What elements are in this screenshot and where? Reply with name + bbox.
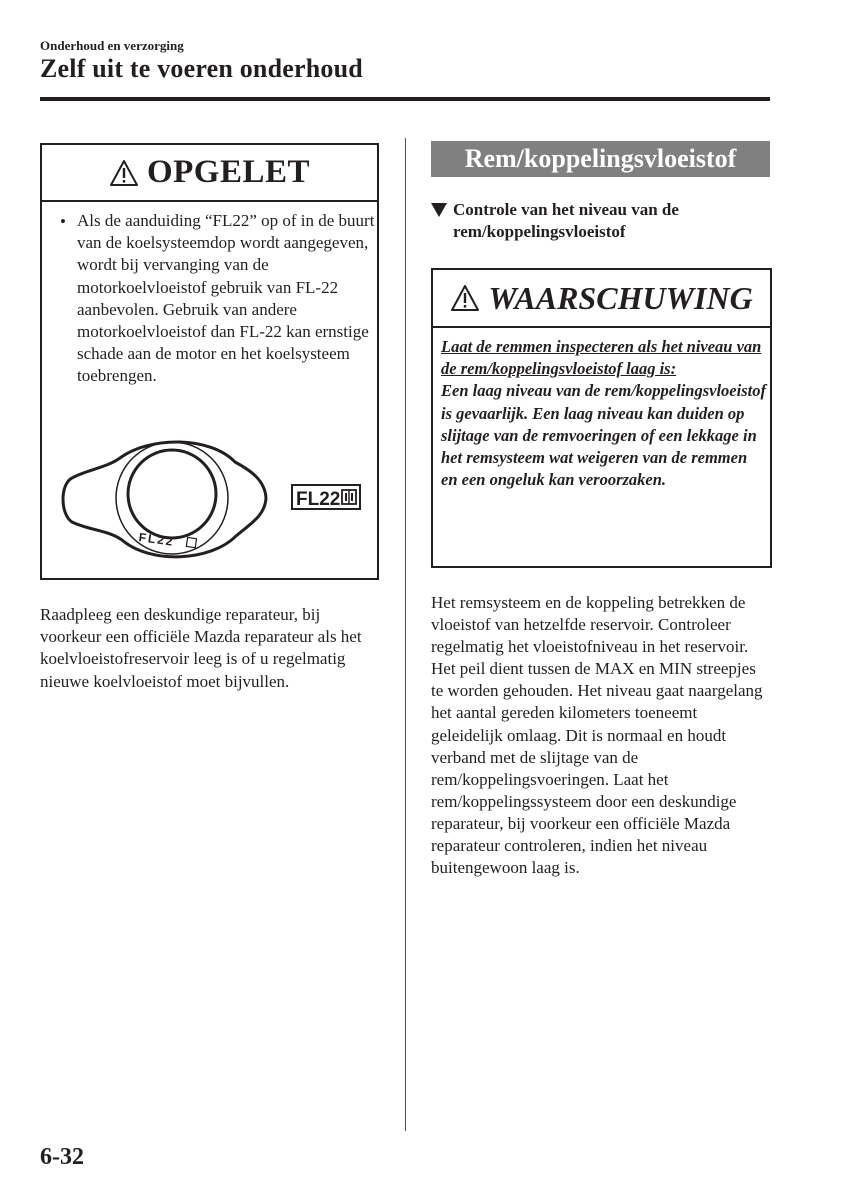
caution-box [40, 143, 379, 580]
radiator-cap-illustration [60, 440, 370, 565]
warning-intro: Laat de remmen inspecteren als het niveau van de rem/koppelingsvloeistof laag is: [441, 337, 762, 379]
column-divider [405, 138, 406, 1131]
warning-box [431, 268, 772, 568]
warning-triangle-icon [450, 284, 480, 312]
section-header: Rem/koppelingsvloeistof [431, 141, 770, 177]
page-number: 6-32 [40, 1144, 84, 1170]
warning-title: WAARSCHUWING [488, 279, 753, 316]
caution-header [42, 145, 377, 202]
left-paragraph: Raadpleeg een deskundige reparateur, bij voorkeur een officiële Mazda reparateur als het koelvloeistofreservoir leeg is of u regelmatig nieuwe koelvloeistof moet bijvullen. [40, 605, 362, 691]
page-title: Zelf uit te voeren onderhoud [40, 54, 363, 83]
warning-body [441, 336, 766, 491]
bullet: • [60, 212, 66, 231]
title-rule [40, 97, 770, 101]
caution-text: Als de aanduiding “FL22” op of in de buurt van de koelsysteemdop wordt aangegeven, wordt bij vervanging van de motorkoelvloeistof gebruik van FL-22 aanbevolen. Gebruik van andere motorkoelvloeistof dan FL-22 kan ernstige schade aan de motor en het koelsysteem toebrengen. [77, 211, 375, 386]
right-paragraph: Het remsysteem en de koppeling betrekken de vloeistof van hetzelfde reservoir. Controleer regelmatig het vloeistofniveau in het reservoir. Het peil dient tussen de MAX en MIN streepjes te worden gehouden. Het niveau gaat naargelang het aantal gereden kilometers toeneemt geleidelijk omlaag. Dit is normaal en houdt verband met de slijtage van de rem/koppelingsvoeringen. Laat het rem/koppelingssysteem door een deskundige reparateur, bij voorkeur een officiële Mazda reparateur controleren, indien het niveau buitengewoon laag is. [431, 593, 763, 878]
fl22-badge-label: FL22 [296, 489, 341, 510]
triangle-down-icon [431, 203, 447, 217]
warning-text: Een laag niveau van de rem/koppelingsvloeistof is gevaarlijk. Een laag niveau kan duiden op slijtage van de remvoeringen of een lekkage in het remsysteem wat weigeren van de remmen en een ongeluk kan veroorzaken. [441, 381, 766, 490]
warning-triangle-icon [109, 159, 139, 187]
warning-header [433, 270, 770, 328]
subheading-text: Controle van het niveau van de rem/koppelingsvloeistof [453, 200, 679, 241]
caution-title: OPGELET [146, 154, 311, 190]
cap-stamp-label: FL22 [137, 530, 176, 549]
breadcrumb: Onderhoud en verzorging [40, 38, 184, 53]
